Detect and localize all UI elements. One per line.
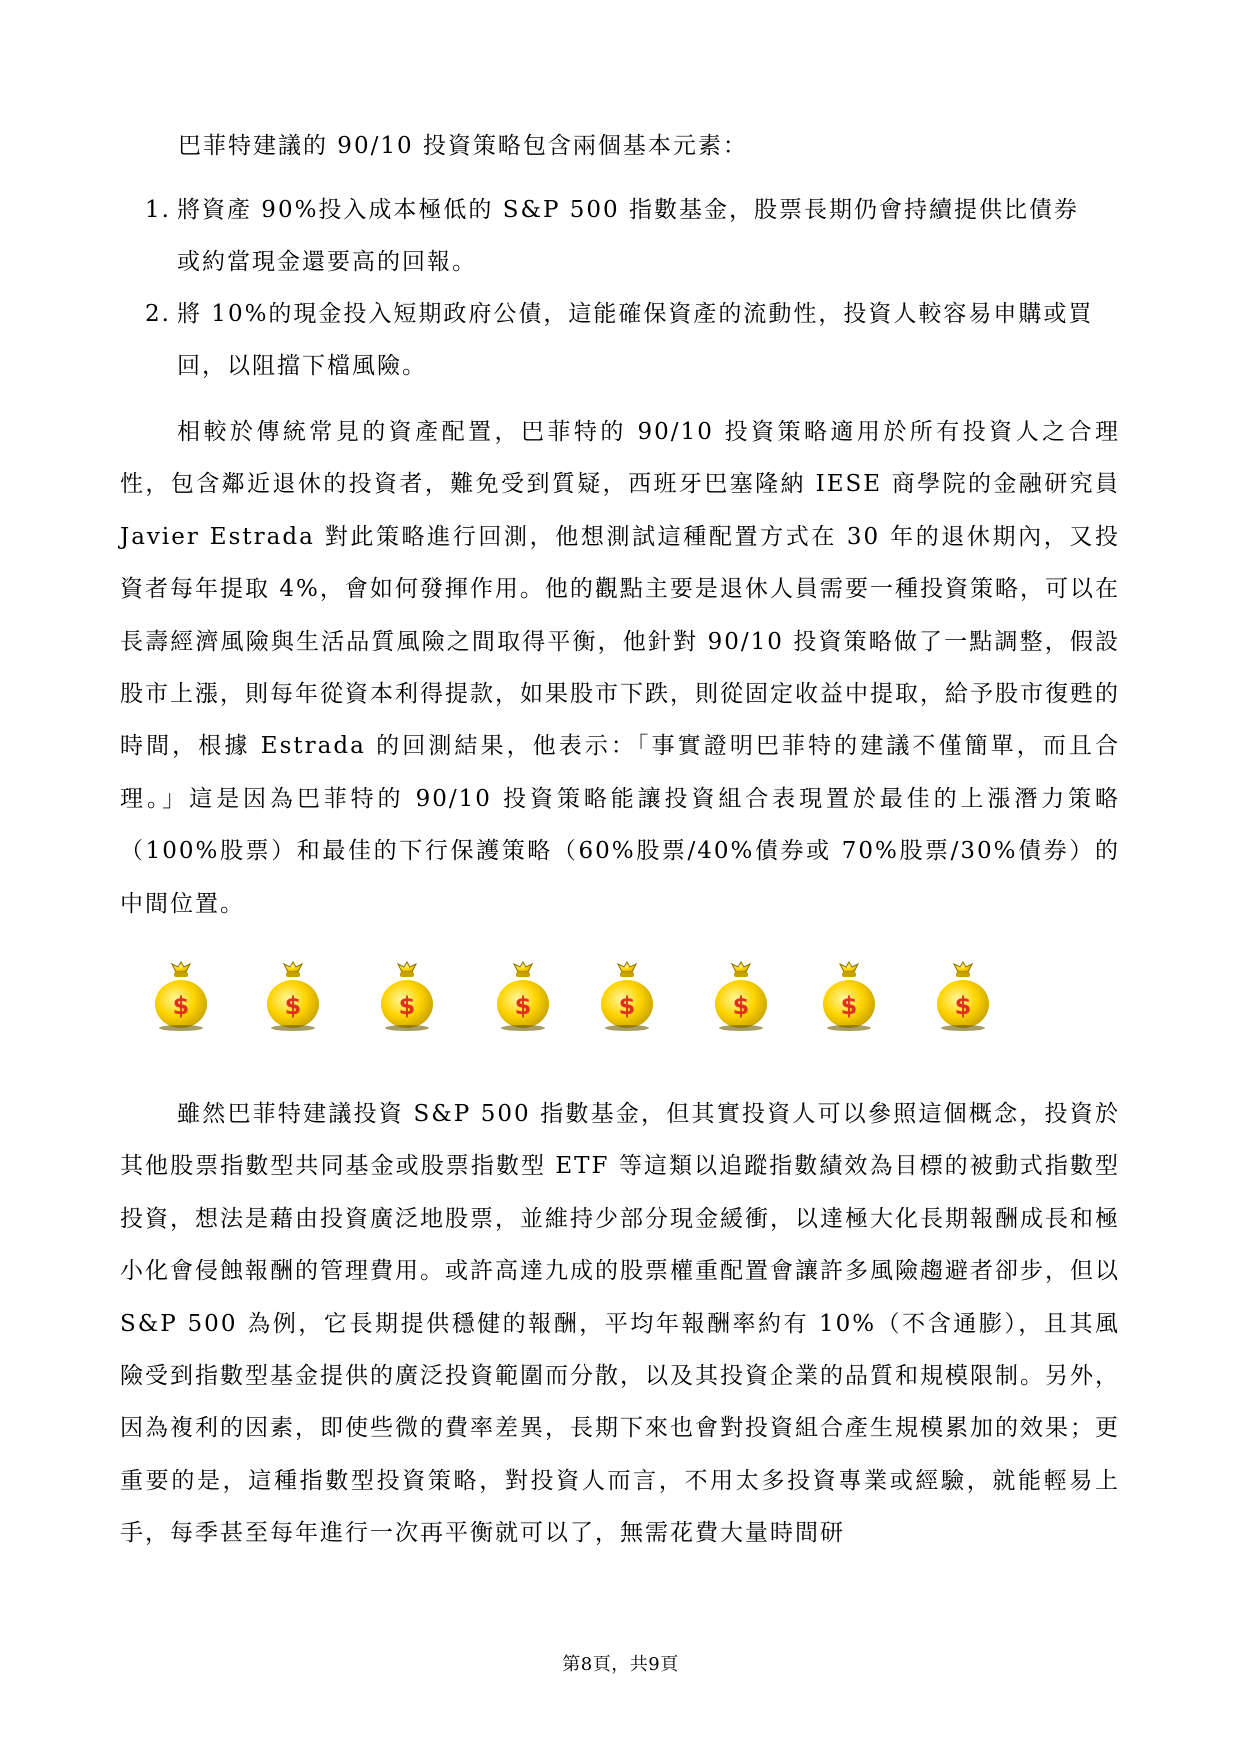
list-item-number: 2. [145, 301, 171, 327]
svg-text:$: $ [732, 992, 750, 1020]
paragraph-index-investing: 雖然巴菲特建議投資 S&P 500 指數基金，但其實投資人可以參照這個概念，投資於其他股票指數型共同基金或股票指數型 ETF 等這類以追蹤指數績效為目標的被動式指數型投資，想法是藉由投資廣泛地股票，並維持少部分現金緩衝，以達極大化長期報酬成長和極小化會侵蝕報酬的管理費用。或許高達九成的股票權重配置會讓許多風險趨避者卻步，但以 S&P 500 為例，它長期提供穩健的報酬，平均年報酬率約有 10%（不含通膨），且其風險受到指數型基金提供的廣泛投資範圍而分散，以及其投資企業的品質和規模限制。另外，因為複利的因素，即使些微的費率差異，長期下來也會對投資組合產生規模累加的效果；更重要的是，這種指數型投資策略，對投資人而言，不用太多投資專業或經驗，就能輕易上手，每季甚至每年進行一次再平衡就可以了，無需花費大量時間研 [120, 1101, 1120, 1547]
intro-line: 巴菲特建議的 90/10 投資策略包含兩個基本元素： [178, 133, 748, 159]
money-bag-icon [596, 958, 658, 1032]
svg-text:$: $ [840, 992, 858, 1020]
money-bag-icon [376, 958, 438, 1032]
svg-text:$: $ [618, 992, 636, 1020]
svg-text:$: $ [514, 992, 532, 1020]
svg-text:$: $ [954, 992, 972, 1020]
list-item [145, 288, 1105, 392]
page-number-footer: 第8頁，共9頁 [562, 1654, 679, 1675]
money-bag-icon [710, 958, 772, 1032]
money-bag-icon [492, 958, 554, 1032]
money-bag-divider [150, 958, 1100, 1038]
paragraph-estrada-backtest: 相較於傳統常見的資產配置，巴菲特的 90/10 投資策略適用於所有投資人之合理性，包含鄰近退休的投資者，難免受到質疑，西班牙巴塞隆納 IESE 商學院的金融研究員 Javier Estrada 對此策略進行回測，他想測試這種配置方式在 30 年的退休期內，又投資者每年提取 4%，會如何發揮作用。他的觀點主要是退休人員需要一種投資策略，可以在長壽經濟風險與生活品質風險之間取得平衡，他針對 90/10 投資策略做了一點調整，假設股市上漲，則每年從資本利得提款，如果股市下跌，則從固定收益中提取，給予股市復甦的時間，根據 Estrada 的回測結果，他表示：「事實證明巴菲特的建議不僅簡單，而且合理。」這是因為巴菲特的 90/10 投資策略能讓投資組合表現置於最佳的上漲潛力策略（100%股票）和最佳的下行保護策略（60%股票/40%債券或 70%股票/30%債券）的中間位置。 [120, 419, 1120, 917]
svg-text:$: $ [284, 992, 302, 1020]
list-item [145, 184, 1105, 288]
list-item-text: 將資產 90%投入成本極低的 S&P 500 指數基金，股票長期仍會持續提供比債券或約當現金還要高的回報。 [177, 197, 1079, 275]
strategy-list [145, 184, 1105, 392]
money-bag-icon [150, 958, 212, 1032]
list-item-text: 將 10%的現金投入短期政府公債，這能確保資產的流動性，投資人較容易申購或買回，以阻擋下檔風險。 [177, 301, 1094, 379]
svg-text:$: $ [398, 992, 416, 1020]
money-bag-icon [818, 958, 880, 1032]
svg-text:$: $ [172, 992, 190, 1020]
money-bag-icon [262, 958, 324, 1032]
list-item-number: 1. [145, 197, 171, 223]
money-bag-icon [932, 958, 994, 1032]
